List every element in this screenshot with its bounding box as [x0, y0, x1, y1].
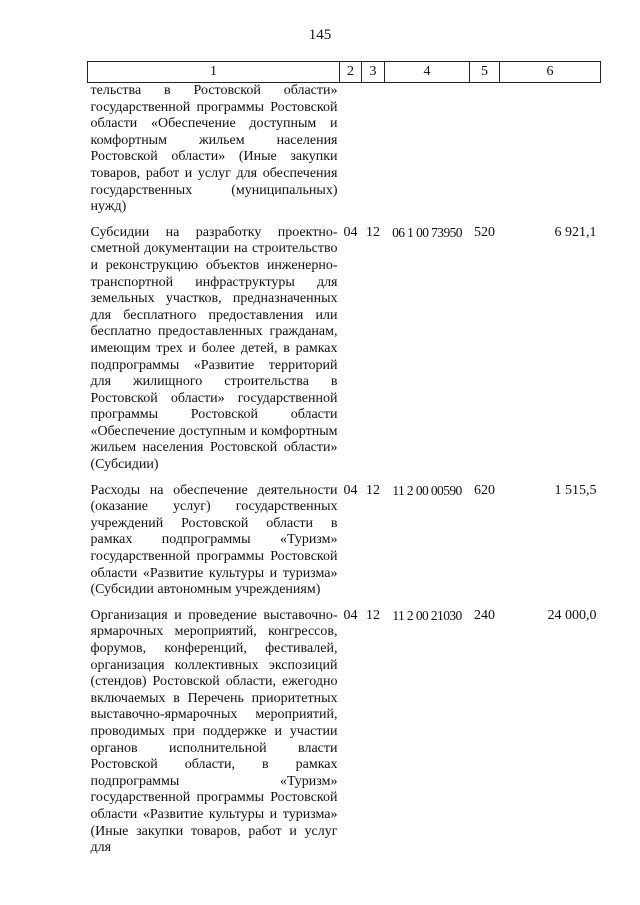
header-col-6: 6 — [500, 62, 601, 83]
table-row — [88, 83, 601, 225]
row-target-code — [385, 83, 470, 225]
row-sum — [500, 83, 601, 225]
budget-table — [87, 61, 601, 866]
row-section: 04 — [343, 224, 358, 240]
row-subsection: 12 — [366, 224, 380, 240]
row-description: Субсидии на разработку проектно-сметной документации на строительство и реконструкцию объектов инженерно-транспортной инфраструктуры для земельных участков, предназначенных для бесплатного предоставления или бесплатно предоставленных гражданам, имеющим трех и более детей, в рамках подпрограммы «Развитие территорий для жилищного строительства в Ростовской области» государственной программы Ростовской области «Обеспечение доступным и комфортным жильем населения Ростовской области» (Субсидии) — [90, 224, 338, 473]
row-subsection — [362, 83, 385, 225]
row-subsection: 12 — [366, 482, 380, 498]
table-row — [88, 483, 601, 608]
header-row — [88, 62, 601, 83]
row-sum: 6 921,1 — [554, 224, 597, 240]
table-header — [88, 62, 601, 83]
row-description: тельства в Ростовской области» государственной программы Ростовской области «Обеспечение доступным и комфортным жильем населения Ростовской области» (Иные закупки товаров, работ и услуг для обеспечения государственных (муниципальных) нужд) — [90, 83, 338, 215]
row-description: Расходы на обеспечение деятельности (оказание услуг) государственных учреждений Ростовской области в рамках подпрограммы «Туризм» государственной программы Ростовской области «Развитие культуры и туризма» (Субсидии автономным учреждениям) — [90, 482, 338, 598]
row-section: 04 — [343, 482, 358, 498]
row-description: Организация и проведение выставочно-ярмарочных мероприятий, конгрессов, форумов, конференций, фестивалей, организация коллективных экспозиций (стендов) Ростовской области, ежегодно включаемых в Перечень приоритетных выставочно-ярмарочных мероприятий, проводимых при поддержке и участии органов исполнительной власти Ростовской области, в рамках подпрограммы «Туризм» государственной программы Ростовской области «Развитие культуры и туризма» (Иные закупки товаров, работ и услуг для — [90, 607, 338, 856]
row-expense-type: 240 — [474, 607, 495, 623]
row-sum: 24 000,0 — [547, 607, 597, 623]
row-target-code: 06 1 00 73950 — [392, 224, 462, 240]
header-col-4: 4 — [385, 62, 470, 83]
header-col-3: 3 — [362, 62, 385, 83]
row-sum: 1 515,5 — [554, 482, 597, 498]
row-section: 04 — [343, 607, 358, 623]
row-expense-type: 620 — [474, 482, 495, 498]
row-target-code: 11 2 00 21030 — [392, 607, 462, 623]
table-row — [88, 608, 601, 866]
row-expense-type: 520 — [474, 224, 495, 240]
table-row — [88, 225, 601, 483]
row-expense-type — [470, 83, 500, 225]
row-subsection: 12 — [366, 607, 380, 623]
header-col-1: 1 — [88, 62, 340, 83]
row-section — [340, 83, 362, 225]
page-number: 145 — [308, 27, 332, 43]
header-col-5: 5 — [470, 62, 500, 83]
row-target-code: 11 2 00 00590 — [392, 482, 462, 498]
table-body — [88, 83, 601, 866]
header-col-2: 2 — [340, 62, 362, 83]
